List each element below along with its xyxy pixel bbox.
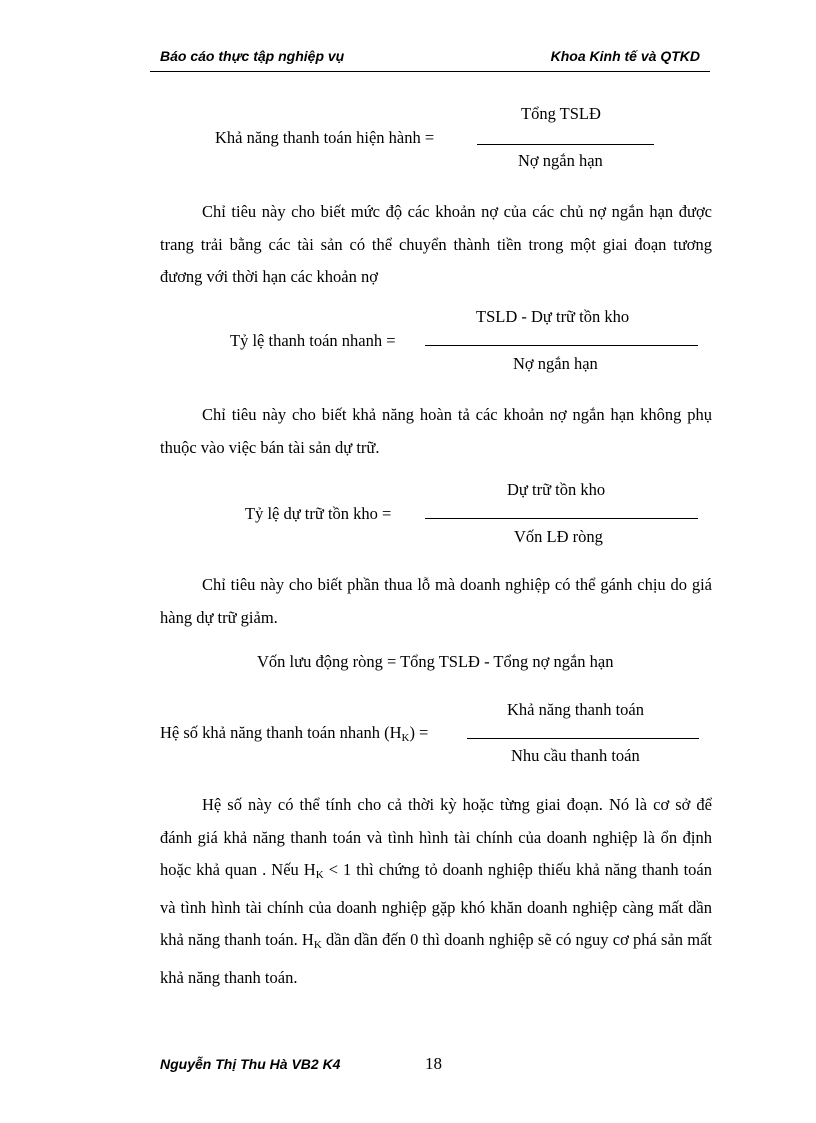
paragraph-liquidity-coefficient-explanation: Hệ số này có thể tính cho cả thời kỳ hoặc từng giai đoạn. Nó là cơ sở để đánh giá khả năng thanh toán và tình hình tài chính của doanh nghiệp là ổn định hoặc khả quan . Nếu $H_K < 1$ thì chứng tỏ doanh nghiệp thiếu khả năng thanh toán và tình hình tài chính của doanh nghiệp gặp khó khăn doanh nghiệp càng mất dần khả năng thanh toán. $H_K$ dần dần đến 0 thì doanh nghiệp sẽ có nguy cơ phá sản mất khả năng thanh toán. [160,795,713,987]
header-report-title: Báo cáo thực tập nghiệp vụ [160,48,345,64]
net-working-capital-equation: Vốn lưu động ròng = Tổng TSLĐ - Tổng nợ ngắn hạn [257,652,614,671]
footer-author: Nguyễn Thị Thu Hà VB2 K4 [160,1056,341,1072]
page-header [150,48,700,70]
formula1-fraction-bar [477,144,654,145]
formula1-label: Khả năng thanh toán hiện hành = [215,128,435,147]
formula1-denominator: Nợ ngắn hạn [518,151,603,170]
formula3-denominator: Vốn LĐ ròng [514,527,603,546]
formula4-denominator: Nhu cầu thanh toán [511,746,640,765]
formula2-fraction-bar [425,345,698,346]
paragraph-quick-ratio-explanation: Chỉ tiêu này cho biết khả năng hoàn tả các khoản nợ ngắn hạn không phụ thuộc vào việc bán tài sản dự trữ. [160,405,712,457]
formula3-numerator: Dự trữ tồn kho [507,480,606,499]
header-divider [150,71,710,72]
paragraph-inventory-ratio-explanation: Chỉ tiêu này cho biết phần thua lỗ mà doanh nghiệp có thể gánh chịu do giá hàng dự trữ giảm. [160,575,712,627]
formula2-denominator: Nợ ngắn hạn [513,354,598,373]
header-faculty: Khoa Kinh tế và QTKD [550,48,700,64]
formula4-numerator: Khả năng thanh toán [507,700,645,719]
page-number: 18 [425,1054,442,1073]
paragraph-current-ratio-explanation: Chỉ tiêu này cho biết mức độ các khoản nợ của các chủ nợ ngắn hạn được trang trải bằng các tài sản có thể chuyển thành tiền trong một giai đoạn tương đương với thời hạn các khoản nợ [160,202,712,286]
formula3-label: Tỷ lệ dự trữ tồn kho = [245,504,392,523]
formula2-label: Tỷ lệ thanh toán nhanh = [230,331,396,350]
formula3-fraction-bar [425,518,698,519]
formula1-numerator: Tổng TSLĐ [521,104,601,123]
formula4-fraction-bar [467,738,699,739]
formula4-label: Hệ số khả năng thanh toán nhanh $(H_K)$ = [160,723,429,744]
formula2-numerator: TSLD - Dự trữ tồn kho [476,307,630,326]
